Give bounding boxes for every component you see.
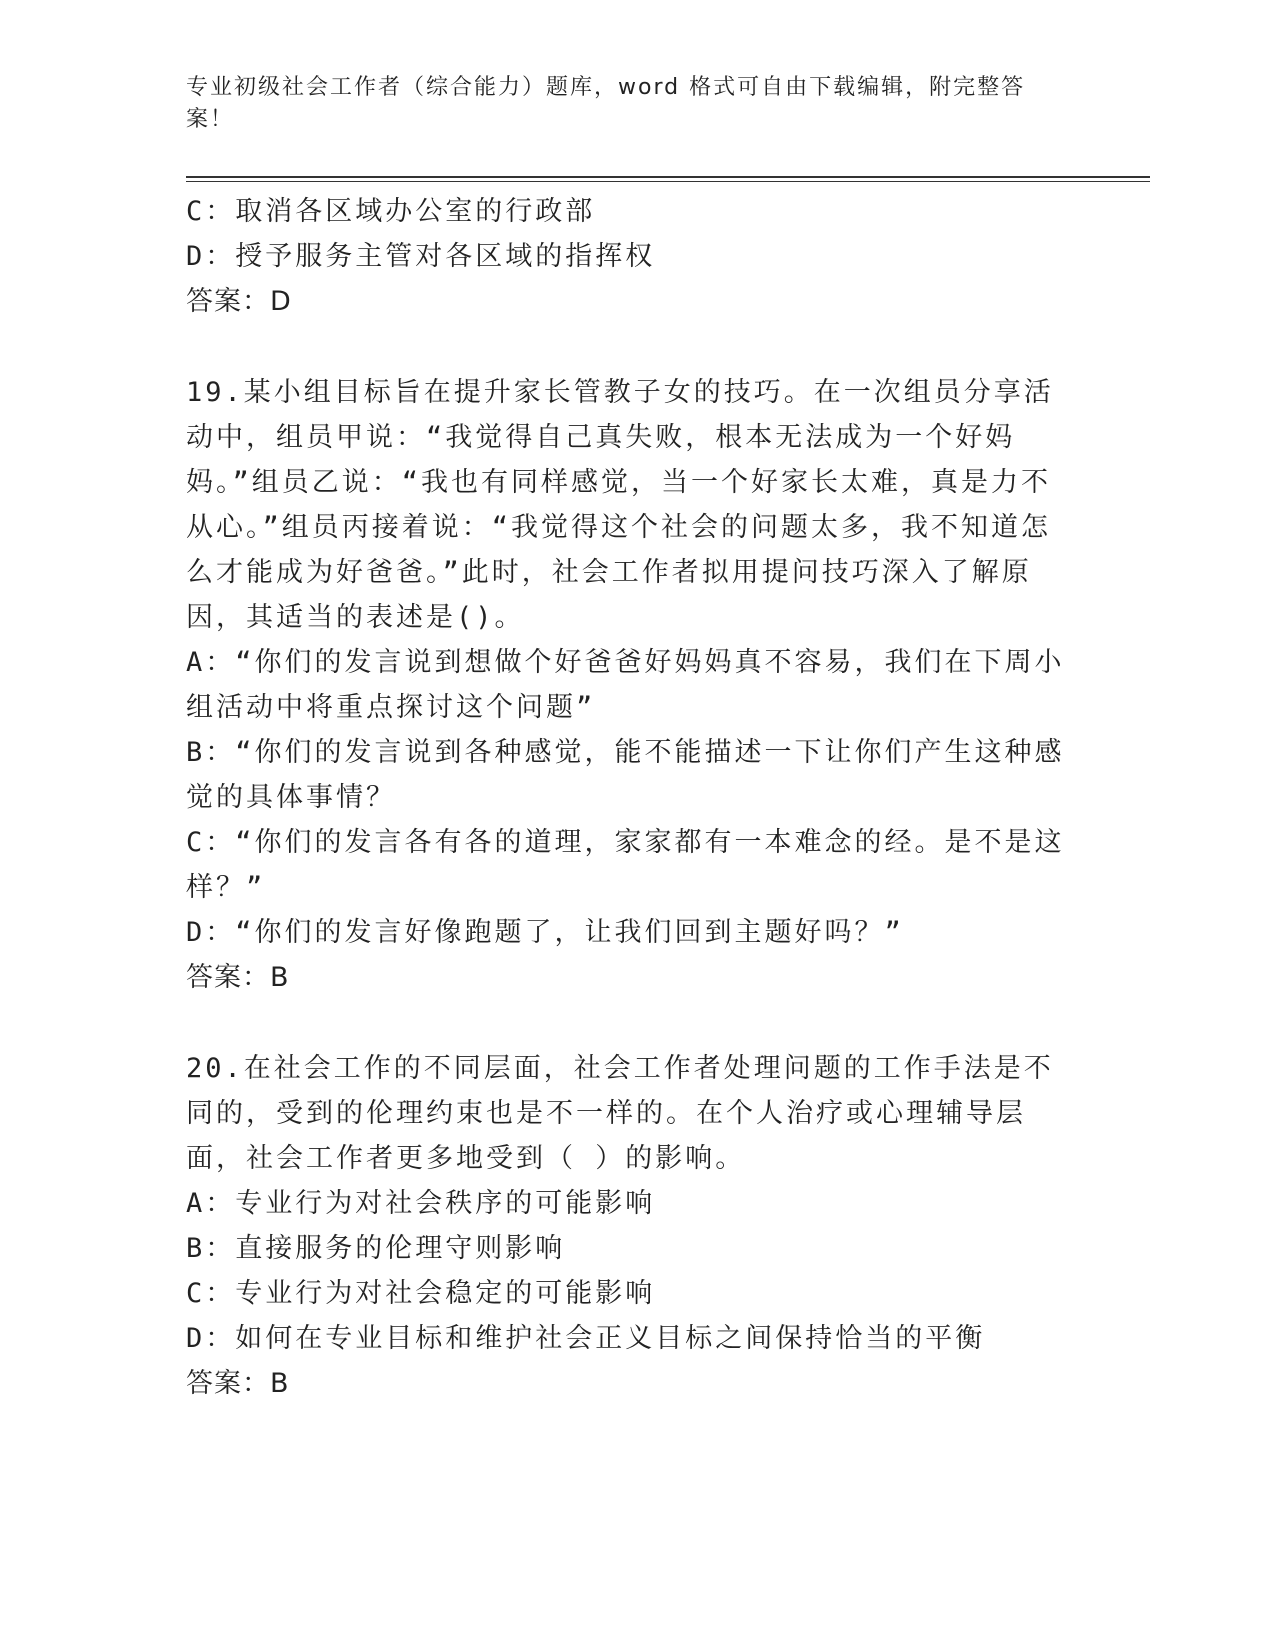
question-20-option-c: C：专业行为对社会稳定的可能影响 xyxy=(186,1278,656,1309)
spacer xyxy=(186,1000,1066,1046)
question-19-option-d: D：“你们的发言好像跑题了，让我们回到主题好吗？” xyxy=(186,917,904,948)
page-header: 专业初级社会工作者（综合能力）题库，word 格式可自由下载编辑，附完整答案！ xyxy=(186,75,1026,132)
header-rule-thin xyxy=(186,181,1150,182)
question-20-option-b: B：直接服务的伦理守则影响 xyxy=(186,1233,566,1264)
header-rule-thick xyxy=(186,176,1150,178)
prev-option-c: C：取消各区域办公室的行政部 xyxy=(186,196,596,227)
question-19-answer: 答案：B xyxy=(186,962,290,993)
question-19-option-a: A：“你们的发言说到想做个好爸爸好妈妈真不容易，我们在下周小组活动中将重点探讨这个问题” xyxy=(186,647,1065,723)
prev-answer: 答案：D xyxy=(186,286,292,317)
question-19-option-b: B：“你们的发言说到各种感觉，能不能描述一下让你们产生这种感觉的具体事情？ xyxy=(186,737,1065,813)
question-19-option-c: C：“你们的发言各有各的道理，家家都有一本难念的经。是不是这样？” xyxy=(186,827,1065,903)
question-20-answer: 答案：B xyxy=(186,1368,290,1399)
question-content xyxy=(186,189,1066,1406)
question-19-text: 19.某小组目标旨在提升家长管教子女的技巧。在一次组员分享活动中，组员甲说：“我觉得自己真失败，根本无法成为一个好妈妈。”组员乙说：“我也有同样感觉，当一个好家长太难，真是力不从心。”组员丙接着说：“我觉得这个社会的问题太多，我不知道怎么才能成为好爸爸。”此时，社会工作者拟用提问技巧深入了解原因，其适当的表述是()。 xyxy=(186,377,1054,633)
question-20-option-d: D：如何在专业目标和维护社会正义目标之间保持恰当的平衡 xyxy=(186,1323,986,1354)
spacer xyxy=(186,324,1066,370)
question-20-text: 20.在社会工作的不同层面，社会工作者处理问题的工作手法是不同的，受到的伦理约束也是不一样的。在个人治疗或心理辅导层面，社会工作者更多地受到（ ）的影响。 xyxy=(186,1053,1054,1174)
prev-option-d: D：授予服务主管对各区域的指挥权 xyxy=(186,241,656,272)
question-20-option-a: A：专业行为对社会秩序的可能影响 xyxy=(186,1188,656,1219)
